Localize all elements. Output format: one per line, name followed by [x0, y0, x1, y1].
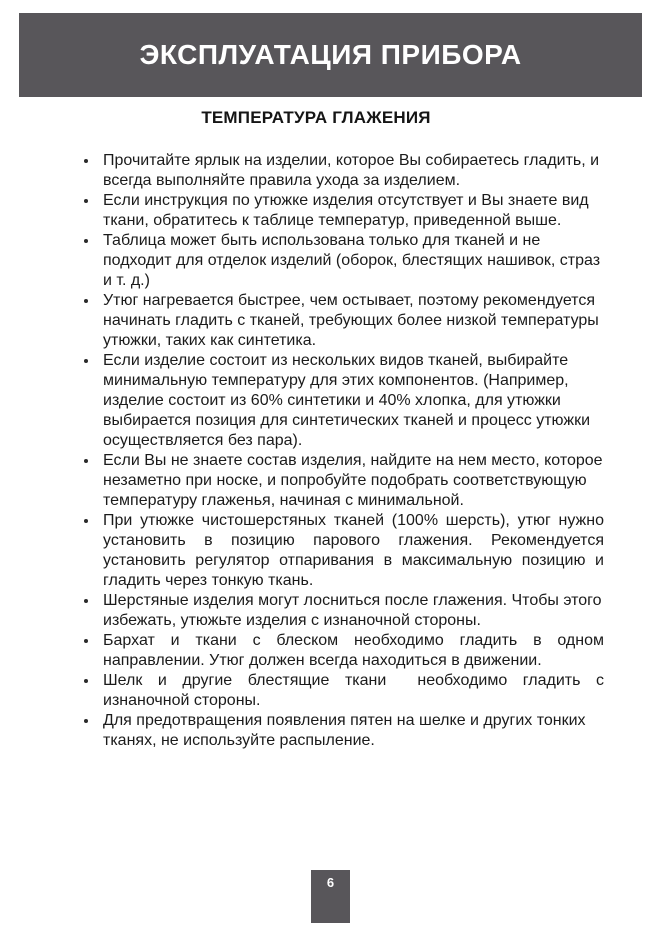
bullet-icon — [84, 159, 88, 163]
bullet-icon — [84, 199, 88, 203]
list-item-text: Если изделие состоит из нескольких видов тканей, выбирайте минимальную температуру для этих компонентов. (Например, изделие состоит из 60% синтетики и 40% хлопка, для утюжки выбирается позиция для синтетических тканей и процесс утюжки осуществляется без пара). — [103, 352, 590, 449]
list-item-text: Бархат и ткани с блеском необходимо гладить в одном направлении. Утюг должен всегда находиться в движении. — [103, 632, 604, 669]
bullet-icon — [84, 299, 88, 303]
list-item-text: Прочитайте ярлык на изделии, которое Вы собираетесь гладить, и всегда выполняйте правила ухода за изделием. — [103, 152, 600, 189]
list-item — [76, 291, 604, 351]
bullet-icon — [84, 239, 88, 243]
list-item-text: Шерстяные изделия могут лосниться после глажения. Чтобы этого избежать, утюжьте изделия с изнаночной стороны. — [103, 592, 602, 629]
list-item-text: Утюг нагревается быстрее, чем остывает, поэтому рекомендуется начинать гладить с тканей, требующих более низкой температуры утюжки, таких как синтетика. — [103, 292, 599, 349]
list-item-text: Если инструкция по утюжке изделия отсутствует и Вы знаете вид ткани, обратитесь к таблице температур, приведенной выше. — [103, 192, 589, 229]
bullet-icon — [84, 719, 88, 723]
list-item — [76, 631, 604, 671]
list-item-text: Таблица может быть использована только для тканей и не подходит для отделок изделий (оборок, блестящих нашивок, страз и т. д.) — [103, 232, 601, 289]
list-item-text: Шелк и другие блестящие ткани необходимо гладить с изнаночной стороны. — [103, 672, 604, 709]
list-item — [76, 191, 604, 231]
bullet-icon — [84, 519, 88, 523]
bullet-icon — [84, 639, 88, 643]
bullet-icon — [84, 599, 88, 603]
page-header-banner — [19, 13, 642, 97]
list-item — [76, 711, 604, 751]
page-title: ЭКСПЛУАТАЦИЯ ПРИБОРА — [139, 39, 522, 70]
list-item — [76, 151, 604, 191]
list-item — [76, 351, 604, 451]
list-item — [76, 671, 604, 711]
list-item-text: Если Вы не знаете состав изделия, найдите на нем место, которое незаметно при носке, и попробуйте подобрать соответствующую температуру глаженья, начиная с минимальной. — [103, 452, 603, 509]
list-item — [76, 451, 604, 511]
bullet-icon — [84, 679, 88, 683]
list-item-text: При утюжке чистошерстяных тканей (100% шерсть), утюг нужно установить в позицию парового глажения. Рекомендуется установить регулятор отпаривания в максимальную позицию и гладить через тонкую ткань. — [103, 512, 604, 589]
bullet-icon — [84, 359, 88, 363]
list-item-text: Для предотвращения появления пятен на шелке и других тонких тканях, не используйте распыление. — [103, 712, 586, 749]
list-item — [76, 231, 604, 291]
list-item — [76, 511, 604, 591]
page-number: 6 — [326, 875, 335, 890]
section-title: ТЕМПЕРАТУРА ГЛАЖЕНИЯ — [201, 108, 431, 127]
page-number-badge — [311, 870, 350, 923]
instruction-list — [76, 151, 604, 751]
bullet-icon — [84, 459, 88, 463]
list-item — [76, 591, 604, 631]
